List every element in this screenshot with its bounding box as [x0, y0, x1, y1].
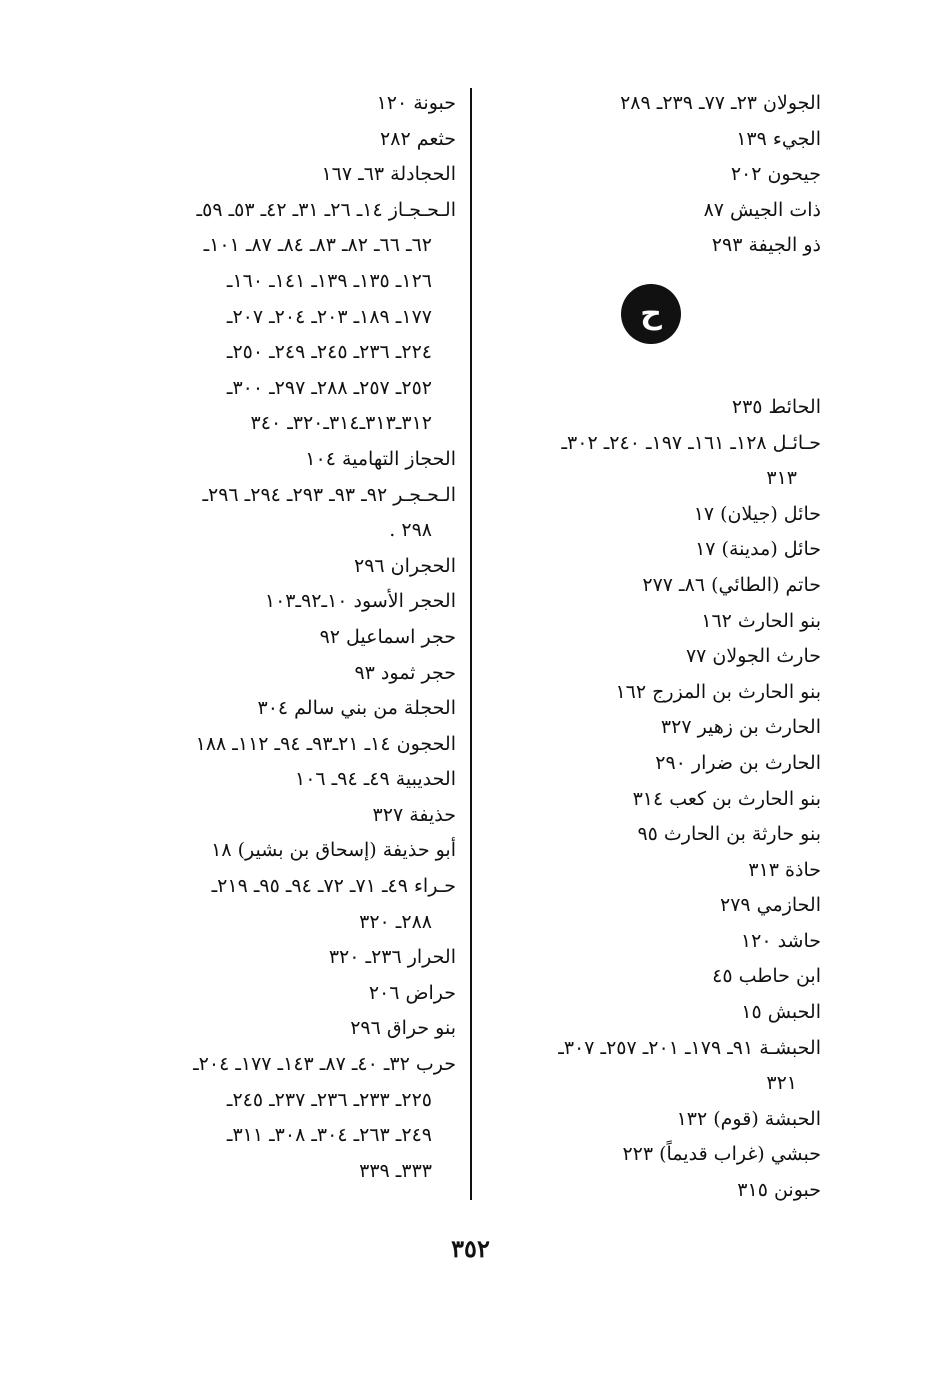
index-entry: الحارث بن زهير ٣٢٧ [660, 716, 821, 739]
index-entry: الحبش ١٥ [741, 1001, 821, 1024]
index-entry: بنو الحارث بن المزرج ١٦٢ [615, 680, 821, 703]
index-entry: حاذة ٣١٣ [748, 858, 821, 881]
index-entry: حـراء ٤٩ـ ٧١ـ ٧٢ـ ٩٤ـ ٩٥ـ ٢١٩ـ [211, 875, 456, 898]
index-entry: الحجلة من بني سالم ٣٠٤ [257, 697, 456, 720]
right-top-entries [481, 86, 821, 264]
index-entry: ٦٢ـ ٦٦ـ ٨٢ـ ٨٣ـ ٨٤ـ ٨٧ـ ١٠١ـ [203, 234, 432, 257]
index-entry: بنو حراق ٢٩٦ [350, 1017, 456, 1040]
index-entry: الجيء ١٣٩ [736, 127, 821, 150]
index-entry: ٣١٣ [766, 467, 797, 490]
index-entry: حجر ثمود ٩٣ [354, 661, 456, 684]
index-entry: بنو الحارث ١٦٢ [701, 609, 821, 632]
index-entry: ٢٨٨ـ ٣٢٠ [359, 910, 432, 933]
index-entry: حبونن ٣١٥ [737, 1179, 821, 1202]
index-entry: الحجر الأسود ١٠ـ٩٢ـ١٠٣ [264, 590, 456, 613]
index-entry: ١٢٦ـ ١٣٥ـ ١٣٩ـ ١٤١ـ ١٦٠ـ [226, 269, 432, 292]
index-entry: أبو حذيفة (إسحاق بن بشير) ١٨ [211, 839, 456, 862]
index-entry: الحبشة (قوم) ١٣٢ [676, 1107, 821, 1130]
left-entries [111, 86, 456, 1189]
index-entry: ٢٥٢ـ ٢٥٧ـ ٢٨٨ـ ٢٩٧ـ ٣٠٠ـ [226, 376, 432, 399]
right-index-column [481, 86, 821, 1209]
index-entry: حاتم (الطائي) ٨٦ـ ٢٧٧ [642, 573, 821, 596]
section-letter: ح [640, 296, 662, 332]
index-entry: ١٧٧ـ ١٨٩ـ ٢٠٣ـ ٢٠٤ـ ٢٠٧ـ [226, 305, 432, 328]
index-entry: الحديبية ٤٩ـ ٩٤ـ ١٠٦ [295, 768, 456, 791]
index-entry: الحجادلة ٦٣ـ ١٦٧ [321, 163, 456, 186]
index-entry: الـحـجـاز ١٤ـ ٢٦ـ ٣١ـ ٤٢ـ ٥٣ـ ٥٩ـ [196, 198, 456, 221]
index-entry: الحائط ٢٣٥ [731, 395, 821, 418]
index-entry: ٢٢٤ـ ٢٣٦ـ ٢٤٥ـ ٢٤٩ـ ٢٥٠ـ [226, 341, 432, 364]
page-number: ٣٥٢ [451, 1234, 490, 1263]
section-letter-badge [621, 284, 681, 344]
column-divider [470, 88, 472, 1200]
index-entry: الحبشـة ٩١ـ ١٧٩ـ ٢٠١ـ ٢٥٧ـ ٣٠٧ـ [558, 1036, 821, 1059]
index-entry: حرب ٣٢ـ ٤٠ـ ٨٧ـ ١٤٣ـ ١٧٧ـ ٢٠٤ـ [193, 1053, 456, 1076]
index-entry: حائل (مدينة) ١٧ [695, 538, 821, 561]
index-entry: الحازمي ٢٧٩ [720, 894, 821, 917]
index-entry: ذات الجيش ٨٧ [703, 198, 821, 221]
index-entry: ذو الجيفة ٢٩٣ [711, 234, 821, 257]
index-entry: ٣٢١ [766, 1072, 797, 1095]
index-entry: حراض ٢٠٦ [368, 981, 456, 1004]
index-entry: الحرار ٢٣٦ـ ٣٢٠ [328, 946, 456, 969]
index-entry: الجولان ٢٣ـ ٧٧ـ ٢٣٩ـ ٢٨٩ [620, 92, 821, 114]
index-entry: ٣١٢ـ٣١٣ـ٣١٤ـ٣٢٠ـ ٣٤٠ [250, 412, 432, 435]
index-entry: بنو الحارث بن كعب ٣١٤ [632, 787, 821, 810]
index-entry: بنو حارثة بن الحارث ٩٥ [637, 823, 821, 846]
left-index-column [111, 86, 456, 1189]
index-entry: حـائـل ١٢٨ـ ١٦١ـ ١٩٧ـ ٢٤٠ـ ٣٠٢ـ [561, 431, 821, 454]
index-entry: حارث الجولان ٧٧ [685, 645, 821, 668]
index-entry: حبونة ١٢٠ [376, 92, 456, 114]
index-entry: حبشي (غراب قديماً) ٢٢٣ [622, 1143, 821, 1166]
index-entry: الحجون ١٤ـ ٢١ـ٩٣ـ ٩٤ـ ١١٢ـ ١٨٨ [195, 732, 456, 755]
index-entry: الحجران ٢٩٦ [354, 554, 456, 577]
index-entry: ٢٤٩ـ ٢٦٣ـ ٣٠٤ـ ٣٠٨ـ ٣١١ـ [226, 1124, 432, 1147]
index-entry: حثعم ٢٨٢ [380, 127, 456, 150]
index-entry: حائل (جيلان) ١٧ [693, 502, 821, 525]
index-entry: الحارث بن ضرار ٢٩٠ [655, 751, 821, 774]
right-bottom-entries [481, 390, 821, 1209]
index-entry: ٣٣٣ـ ٣٣٩ [359, 1159, 432, 1182]
index-entry: حذيفة ٣٢٧ [372, 803, 456, 826]
index-entry: حجر اسماعيل ٩٢ [319, 625, 456, 648]
index-entry: ابن حاطب ٤٥ [712, 965, 821, 988]
index-entry: جيحون ٢٠٢ [730, 163, 821, 186]
index-entry: حاشد ١٢٠ [740, 929, 821, 952]
index-entry: ٢٩٨ . [389, 519, 432, 542]
index-entry: الـحـجـر ٩٢ـ ٩٣ـ ٢٩٣ـ ٢٩٤ـ ٢٩٦ـ [202, 483, 456, 506]
index-entry: الحجاز التهامية ١٠٤ [305, 447, 456, 470]
index-entry: ٢٢٥ـ ٢٣٣ـ ٢٣٦ـ ٢٣٧ـ ٢٤٥ـ [226, 1088, 432, 1111]
